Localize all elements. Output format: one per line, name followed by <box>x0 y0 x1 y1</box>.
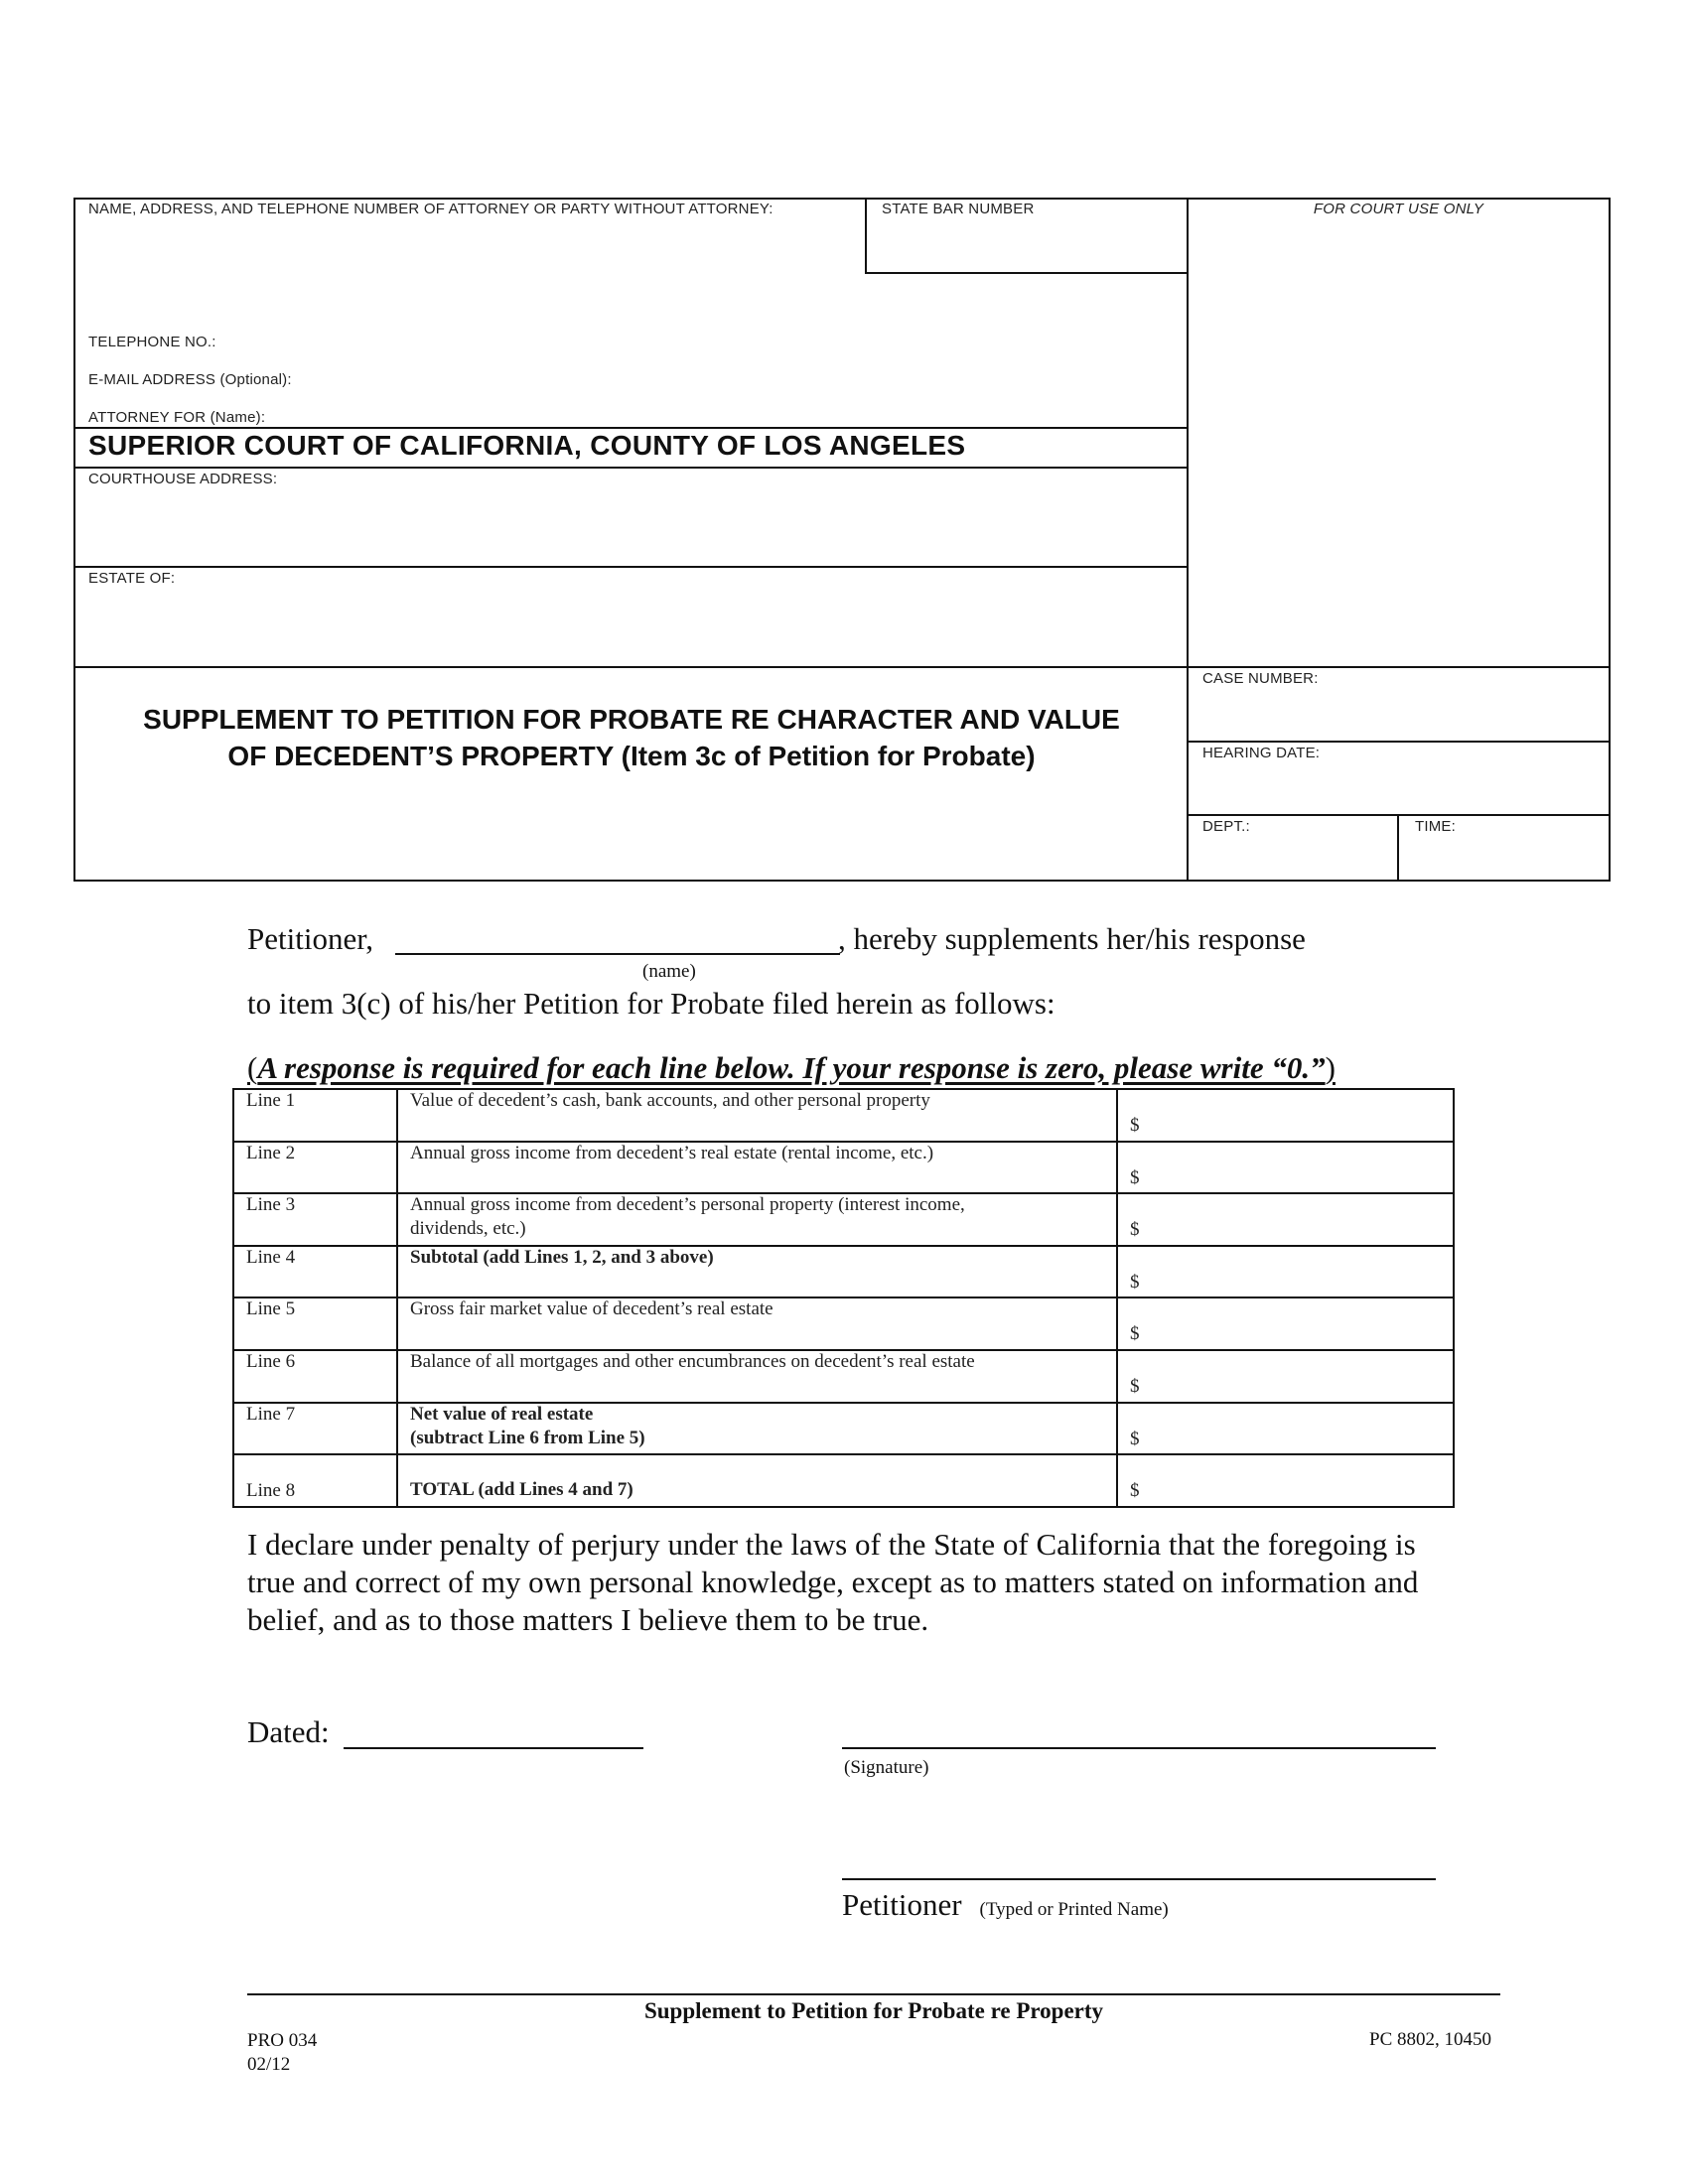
amount-currency: $ <box>1130 1323 1140 1345</box>
case-number-label: CASE NUMBER: <box>1202 670 1319 687</box>
amount-field[interactable] <box>1152 1406 1447 1450</box>
petitioner-suffix: , hereby supplements her/his response <box>838 921 1306 956</box>
instruction-text: A response is required for each line below. If your response is zero, please write “0.” <box>257 1050 1326 1085</box>
amount-field[interactable] <box>1152 1300 1447 1345</box>
petitioner-name-line[interactable] <box>395 953 840 955</box>
attorney-label: NAME, ADDRESS, AND TELEPHONE NUMBER OF ATTORNEY OR PARTY WITHOUT ATTORNEY: <box>88 201 774 217</box>
instruction-close: ) <box>1325 1050 1336 1085</box>
estate-of-label: ESTATE OF: <box>88 570 176 587</box>
amount-field[interactable] <box>1152 1145 1447 1189</box>
line-label: Line 6 <box>246 1351 296 1372</box>
line-description: Annual gross income from decedent’s real estate (rental income, etc.) <box>410 1142 934 1163</box>
petitioner-prefix: Petitioner, <box>247 921 374 956</box>
amount-currency: $ <box>1130 1376 1140 1397</box>
footer-form-id <box>247 2029 317 2077</box>
statement-line2: to item 3(c) of his/her Petition for Probate filed herein as follows: <box>247 986 1055 1021</box>
line-description: Gross fair market value of decedent’s real estate <box>410 1298 774 1320</box>
line-label: Line 7 <box>246 1403 296 1425</box>
line-description: Net value of real estate <box>410 1403 594 1425</box>
signature-caption: (Signature) <box>844 1757 929 1778</box>
time-label: TIME: <box>1415 818 1456 835</box>
code-reference: PC 8802, 10450 <box>1369 2029 1491 2050</box>
petitioner-label: Petitioner <box>842 1887 962 1922</box>
dept-label: DEPT.: <box>1202 818 1250 835</box>
form-title-line1: SUPPLEMENT TO PETITION FOR PROBATE RE CHARACTER AND VALUE <box>143 704 1120 735</box>
telephone-label: TELEPHONE NO.: <box>88 334 216 350</box>
footer-rule <box>247 1993 1500 1995</box>
dated-label: Dated: <box>247 1714 330 1749</box>
instruction <box>247 1050 1336 1086</box>
line-description: Value of decedent’s cash, bank accounts, and other personal property <box>410 1090 930 1111</box>
amount-field[interactable] <box>1152 1196 1447 1241</box>
line-description: Balance of all mortgages and other encumbrances on decedent’s real estate <box>410 1351 975 1372</box>
amount-currency: $ <box>1130 1428 1140 1449</box>
court-use-label: FOR COURT USE ONLY <box>1313 201 1484 217</box>
form-number: PRO 034 <box>247 2030 318 2051</box>
line-label: Line 8 <box>246 1480 296 1502</box>
amount-currency: $ <box>1130 1480 1140 1502</box>
printed-name-caption: (Typed or Printed Name) <box>979 1899 1169 1920</box>
amount-currency: $ <box>1130 1166 1140 1188</box>
line-label: Line 5 <box>246 1298 296 1320</box>
instruction-open: ( <box>247 1050 258 1085</box>
email-label: E-MAIL ADDRESS (Optional): <box>88 371 292 388</box>
declaration-line3: belief, and as to those matters I believe them to be true. <box>247 1602 929 1637</box>
line-description: Annual gross income from decedent’s personal property (interest income, <box>410 1194 965 1216</box>
name-caption: (name) <box>642 961 696 982</box>
printed-name-caption-row <box>842 1887 1169 1923</box>
amount-field[interactable] <box>1152 1249 1447 1294</box>
line-label: Line 1 <box>246 1090 296 1111</box>
revision-date: 02/12 <box>247 2054 291 2075</box>
table-row-line <box>232 1453 1455 1455</box>
state-bar-label: STATE BAR NUMBER <box>882 201 1035 217</box>
declaration <box>247 1526 1418 1639</box>
courthouse-address-label: COURTHOUSE ADDRESS: <box>88 471 278 487</box>
dated-line[interactable] <box>344 1747 643 1749</box>
line-description-cont: (subtract Line 6 from Line 5) <box>410 1427 645 1448</box>
line-label: Line 3 <box>246 1194 296 1216</box>
attorney-for-label: ATTORNEY FOR (Name): <box>88 409 266 426</box>
line-label: Line 2 <box>246 1142 296 1163</box>
declaration-line2: true and correct of my own personal knowledge, except as to matters stated on information and <box>247 1565 1419 1599</box>
line-description-cont: dividends, etc.) <box>410 1218 526 1240</box>
form-title <box>75 701 1188 774</box>
amount-field[interactable] <box>1152 1457 1447 1502</box>
amount-currency: $ <box>1130 1115 1140 1136</box>
form-title-line2: OF DECEDENT’S PROPERTY (Item 3c of Petition for Probate) <box>227 741 1036 771</box>
signature-line[interactable] <box>842 1747 1436 1749</box>
amount-field[interactable] <box>1152 1092 1447 1137</box>
hearing-date-label: HEARING DATE: <box>1202 745 1321 761</box>
table-row-line <box>232 1506 1455 1508</box>
declaration-line1: I declare under penalty of perjury under the laws of the State of California that the foregoing is <box>247 1527 1416 1562</box>
court-name: SUPERIOR COURT OF CALIFORNIA, COUNTY OF LOS ANGELES <box>88 430 966 461</box>
line-description-cont: TOTAL (add Lines 4 and 7) <box>410 1479 633 1501</box>
amount-currency: $ <box>1130 1271 1140 1293</box>
line-description: Subtotal (add Lines 1, 2, and 3 above) <box>410 1246 714 1268</box>
footer-title: Supplement to Petition for Probate re Property <box>643 1998 1104 2023</box>
amount-currency: $ <box>1130 1219 1140 1241</box>
printed-name-line[interactable] <box>842 1878 1436 1880</box>
amount-field[interactable] <box>1152 1353 1447 1398</box>
line-label: Line 4 <box>246 1246 296 1268</box>
